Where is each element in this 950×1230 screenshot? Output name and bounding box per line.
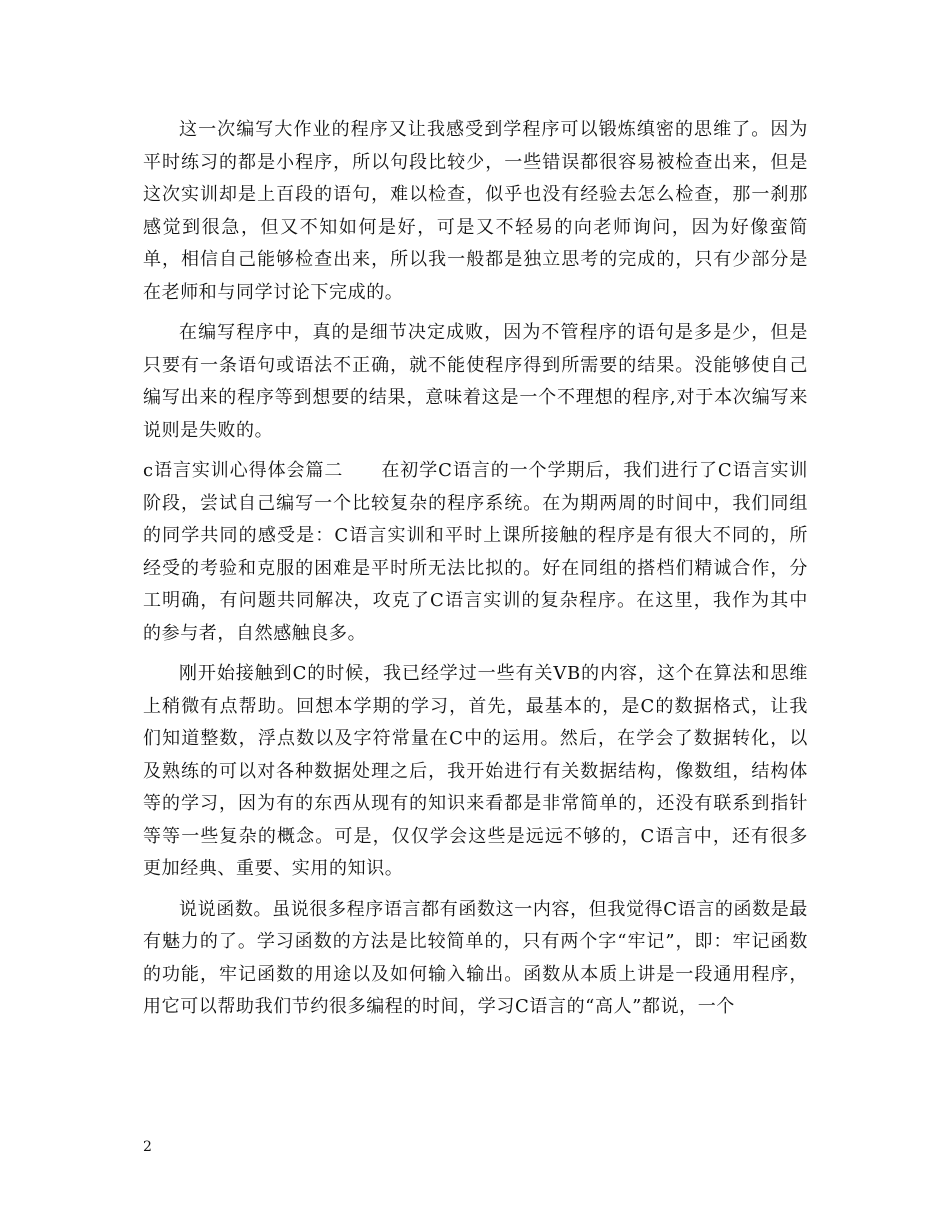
document-body (143, 114, 808, 1032)
paragraph-5: 说说函数。虽说很多程序语言都有函数这一内容，但我觉得C语言的函数是最有魅力的了。学习函数的方法是比较简单的，只有两个字“牢记”，即：牢记函数的功能，牢记函数的用途以及如何输入输出。函数从本质上讲是一段通用程序，用它可以帮助我们节约很多编程的时间，学习C语言的“高人”都说，一个 (143, 898, 808, 1017)
paragraph-1: 这一次编写大作业的程序又让我感受到学程序可以锻炼缜密的思维了。因为平时练习的都是小程序，所以句段比较少，一些错误都很容易被检查出来，但是这次实训却是上百段的语句，难以检查，似乎也没有经验去怎么检查，那一刹那感觉到很急，但又不知如何是好，可是又不轻易的向老师询问，因为好像蛮简单，相信自己能够检查出来，所以我一般都是独立思考的完成的，只有少部分是在老师和与同学讨论下完成的。 (143, 119, 808, 303)
page-number: 2 (143, 1139, 152, 1155)
paragraph-4: 刚开始接触到C的时候，我已经学过一些有关VB的内容，这个在算法和思维上稍微有点帮助。回想本学期的学习，首先，最基本的，是C的数据格式，让我们知道整数，浮点数以及字符常量在C中的运用。然后，在学会了数据转化，以及熟练的可以对各种数据处理之后，我开始进行有关数据结构，像数组，结构体等的学习，因为有的东西从现有的知识来看都是非常简单的，还没有联系到指针等等一些复杂的概念。可是，仅仅学会这些是远远不够的，C语言中，还有很多更加经典、重要、实用的知识。 (143, 663, 808, 879)
section-heading: c语言实训心得体会篇二 (143, 460, 344, 481)
paragraph-2: 在编写程序中，真的是细节决定成败，因为不管程序的语句是多是少，但是只要有一条语句或语法不正确，就不能使程序得到所需要的结果。没能够使自己编写出来的程序等到想要的结果，意味着这是一个不理想的程序,对于本次编写来说则是失败的。 (143, 322, 808, 441)
paragraph-3 (143, 455, 808, 650)
paragraph-3-text: 在初学C语言的一个学期后，我们进行了C语言实训阶段，尝试自己编写一个比较复杂的程序系统。在为期两周的时间中，我们同组的同学共同的感受是：C语言实训和平时上课所接触的程序是有很大不同的，所经受的考验和克服的困难是平时所无法比拟的。好在同组的搭档们精诚合作，分工明确，有问题共同解决，攻克了C语言实训的复杂程序。在这里，我作为其中的参与者，自然感触良多。 (143, 460, 808, 644)
